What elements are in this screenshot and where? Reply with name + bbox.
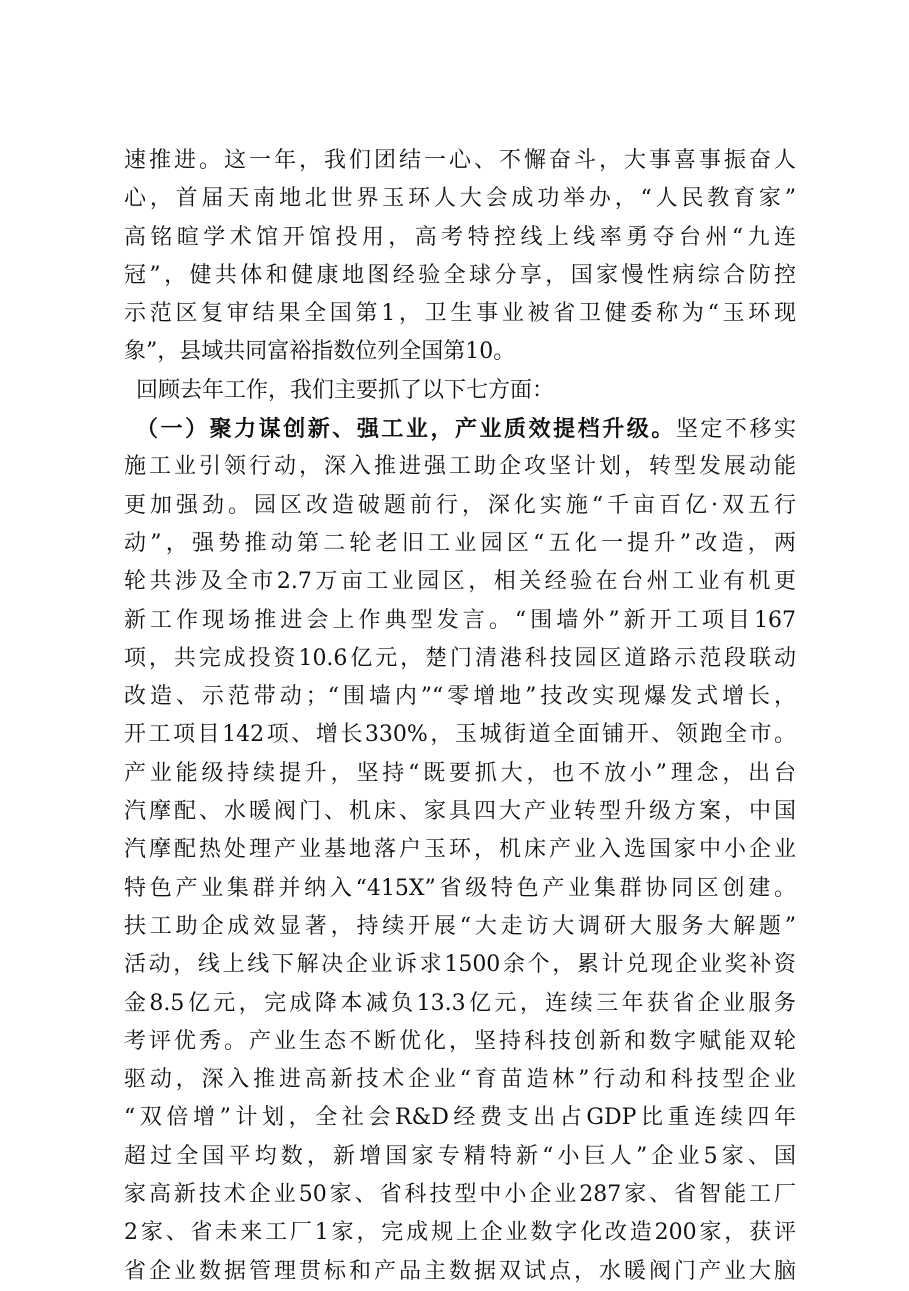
text-line: 开工项目142项、增长330%，玉城街道全面铺开、领跑全市。 <box>124 722 796 748</box>
text-line: 示范区复审结果全国第1，卫生事业被省卫健委称为“玉环现 <box>124 301 796 327</box>
text-line: 家高新技术企业50家、省科技型中小企业287家、省智能工厂 <box>124 1182 796 1208</box>
text-line: 高铭暄学术馆开馆投用，高考特控线上线率勇夺台州“九连 <box>124 224 796 250</box>
section-heading-rest: 坚定不移实 <box>675 417 796 443</box>
text-line: 产业能级持续提升，坚持“既要抓大，也不放小”理念，出台 <box>124 760 796 786</box>
text-line: 速推进。这一年，我们团结一心、不懈奋斗，大事喜事振奋人 <box>124 148 796 173</box>
text-line: 金8.5亿元，完成降本减负13.3亿元，连续三年获省企业服务 <box>124 990 796 1016</box>
section-heading: （一）聚力谋创新、强工业，产业质效提档升级。 <box>136 416 676 443</box>
text-line: 轮共涉及全市2.7万亩工业园区，相关经验在台州工业有机更 <box>124 569 796 595</box>
text-line: 新工作现场推进会上作典型发言。“围墙外”新开工项目167 <box>124 607 796 633</box>
text-line: 省企业数据管理贯标和产品主数据双试点，水暖阀门产业大脑 <box>124 1258 796 1284</box>
text-line: 扶工助企成效显著，持续开展“大走访大调研大服务大解题” <box>124 913 796 939</box>
text-line: 动”，强势推动第二轮老旧工业园区“五化一提升”改造，两 <box>124 530 796 556</box>
text-line: 2家、省未来工厂1家，完成规上企业数字化改造200家，获评 <box>124 1220 796 1246</box>
text-line: 特色产业集群并纳入“415X”省级特色产业集群协同区创建。 <box>124 875 796 901</box>
text-line: 更加强劲。园区改造破题前行，深化实施“千亩百亿·双五行 <box>124 492 796 518</box>
section-heading-line <box>124 410 796 448</box>
text-line: 施工业引领行动，深入推进强工助企攻坚计划，转型发展动能 <box>124 454 796 480</box>
text-line: 活动，线上线下解决企业诉求1500余个，累计兑现企业奖补资 <box>124 952 796 978</box>
text-line: 心，首届天南地北世界玉环人大会成功举办，“人民教育家” <box>124 186 796 212</box>
text-line: 项，共完成投资10.6亿元，楚门清港科技园区道路示范段联动 <box>124 645 796 671</box>
text-line: 驱动，深入推进高新技术企业“育苗造林”行动和科技型企业 <box>124 1067 796 1093</box>
text-line: 回顾去年工作，我们主要抓了以下七方面： <box>136 377 555 403</box>
body-text <box>124 142 796 1291</box>
text-line: 考评优秀。产业生态不断优化，坚持科技创新和数字赋能双轮 <box>124 1028 796 1054</box>
text-line: 冠”，健共体和健康地图经验全球分享，国家慢性病综合防控 <box>124 262 796 288</box>
text-line: 象”，县域共同富裕指数位列全国第10。 <box>124 339 516 365</box>
text-line: 改造、示范带动；“围墙内”“零增地”技改实现爆发式增长， <box>124 684 796 710</box>
text-line: 汽摩配、水暖阀门、机床、家具四大产业转型升级方案，中国 <box>124 799 796 825</box>
text-line: 汽摩配热处理产业基地落户玉环，机床产业入选国家中小企业 <box>124 837 796 863</box>
text-line: “双倍增”计划，全社会R&D经费支出占GDP比重连续四年 <box>124 1105 796 1131</box>
text-line: 超过全国平均数，新增国家专精特新“小巨人”企业5家、国 <box>124 1143 796 1169</box>
